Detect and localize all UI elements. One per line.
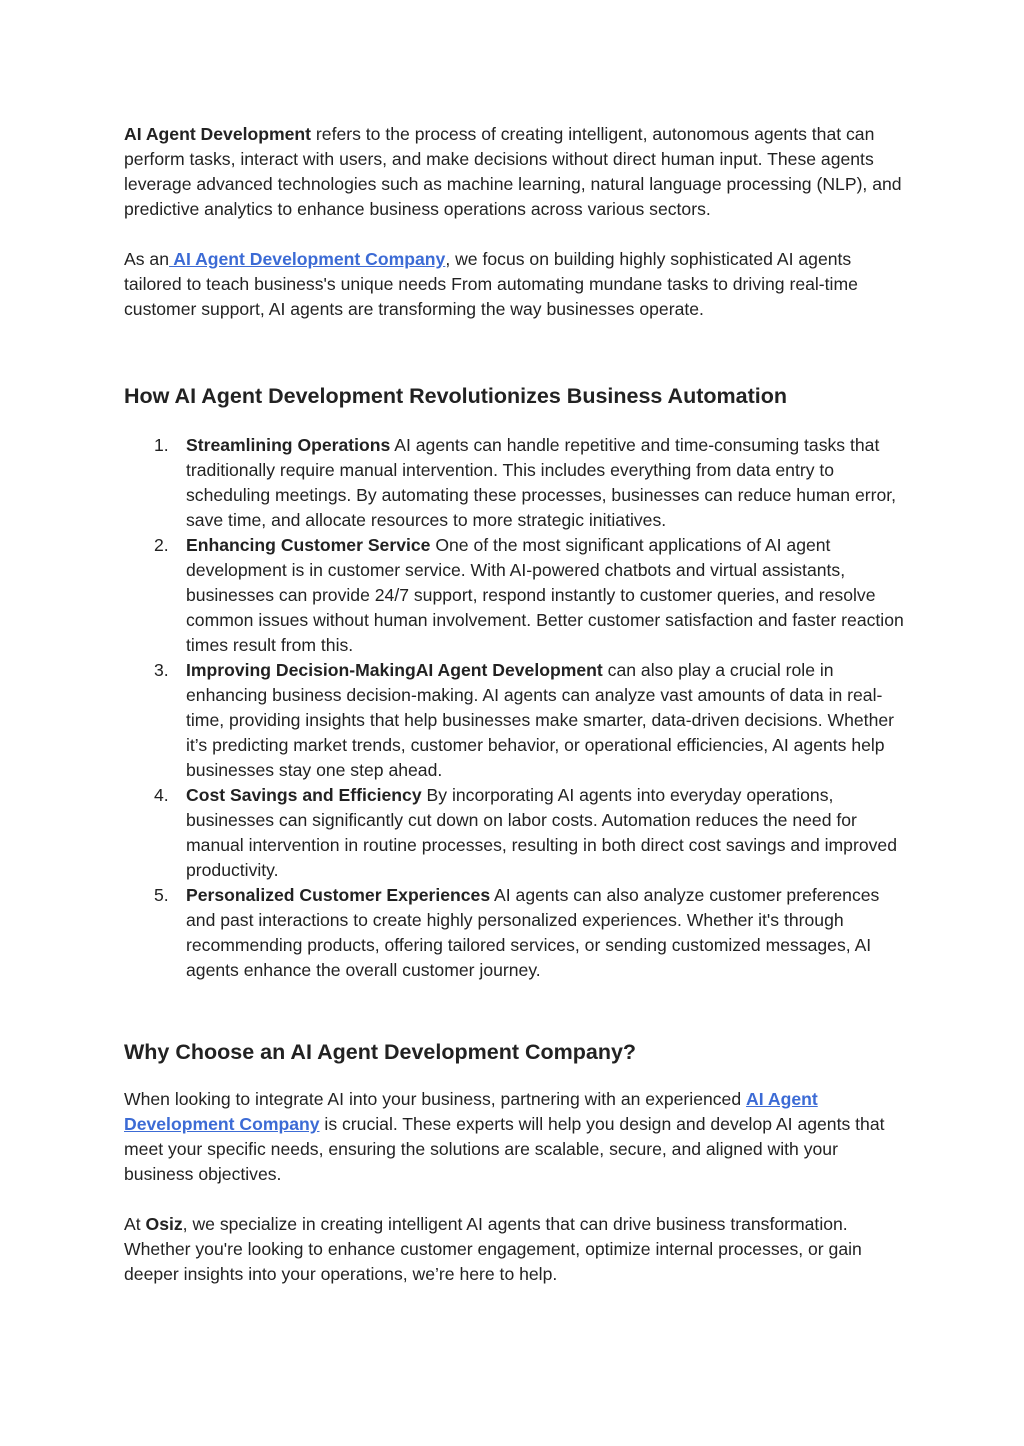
section2-heading: Why Choose an AI Agent Development Company? bbox=[124, 1040, 637, 1064]
list-item-title: Improving Decision-MakingAI Agent Development bbox=[186, 660, 603, 680]
why-text: is crucial. These experts will help you design and develop AI agents that meet your specific needs, ensuring the solutions are scalable, secure, and aligned with your business objectives. bbox=[124, 1114, 885, 1184]
list-item-title: Enhancing Customer Service bbox=[186, 535, 431, 555]
osiz-prefix: At bbox=[124, 1214, 146, 1234]
ai-agent-company-link[interactable]: AI Agent Development Company bbox=[169, 249, 446, 269]
osiz-text: , we specialize in creating intelligent AI agents that can drive business transformation. Whether you're looking to enhance customer engagement, optimize internal processes, or gain deeper insights into your operations, we’re here to help. bbox=[124, 1214, 862, 1284]
intro-paragraph bbox=[124, 122, 904, 222]
why-prefix: When looking to integrate AI into your business, partnering with an experienced bbox=[124, 1089, 747, 1109]
list-item-number: 5. bbox=[154, 885, 169, 905]
list-item-text: By incorporating AI agents into everyday operations, businesses can significantly cut down on labor costs. Automation reduces the need for manual intervention in routine processes, resulting in both direct cost savings and improved productivity. bbox=[186, 785, 897, 880]
list-item-text: can also play a crucial role in enhancing business decision-making. AI agents can analyze vast amounts of data in real-time, providing insights that help businesses make smarter, data-driven decisions. Whether it’s predicting market trends, customer behavior, or operational efficiencies, AI agents help businesses stay one step ahead. bbox=[186, 660, 895, 780]
list-item-title: Cost Savings and Efficiency bbox=[186, 785, 422, 805]
list-item-text: AI agents can handle repetitive and time-consuming tasks that traditionally require manual intervention. This includes everything from data entry to scheduling meetings. By automating these processes, businesses can reduce human error, save time, and allocate resources to more strategic initiatives. bbox=[186, 435, 897, 530]
list-item bbox=[124, 883, 904, 983]
list-item-number: 3. bbox=[154, 660, 169, 680]
document-page bbox=[124, 122, 904, 1287]
list-item bbox=[124, 433, 904, 533]
list-item-title: Personalized Customer Experiences bbox=[186, 885, 491, 905]
list-item-text: One of the most significant applications of AI agent development is in customer service. With AI-powered chatbots and virtual assistants, businesses can provide 24/7 support, respond instantly to customer queries, and resolve common issues without human involvement. Better customer satisfaction and faster reaction times result from this. bbox=[186, 535, 904, 655]
why-choose-paragraph bbox=[124, 1087, 904, 1187]
list-item-number: 1. bbox=[154, 435, 169, 455]
intro-text: refers to the process of creating intelligent, autonomous agents that can perform tasks, interact with users, and make decisions without direct human input. These agents leverage advanced technologies such as machine learning, natural language processing (NLP), and predictive analytics to enhance business operations across various sectors. bbox=[124, 124, 902, 219]
brand-name: Osiz bbox=[145, 1214, 183, 1234]
company-paragraph bbox=[124, 247, 904, 322]
list-item-number: 2. bbox=[154, 535, 169, 555]
list-item bbox=[124, 658, 904, 783]
list-item-title: Streamlining Operations bbox=[186, 435, 391, 455]
osiz-paragraph bbox=[124, 1212, 904, 1287]
company-text: , we focus on building highly sophisticated AI agents tailored to teach business's unique needs From automating mundane tasks to driving real-time customer support, AI agents are transforming the way businesses operate. bbox=[124, 249, 858, 319]
list-item-number: 4. bbox=[154, 785, 169, 805]
section1-heading: How AI Agent Development Revolutionizes Business Automation bbox=[124, 384, 787, 408]
company-prefix: As an bbox=[124, 249, 169, 269]
list-item bbox=[124, 783, 904, 883]
intro-term: AI Agent Development bbox=[124, 124, 312, 144]
list-item-text: AI agents can also analyze customer preferences and past interactions to create highly personalized experiences. Whether it's through recommending products, offering tailored services, or sending customized messages, AI agents enhance the overall customer journey. bbox=[186, 885, 880, 980]
feature-list bbox=[124, 433, 904, 983]
ai-agent-company-link-2[interactable]: AI Agent Development Company bbox=[124, 1089, 818, 1134]
list-item bbox=[124, 533, 904, 658]
